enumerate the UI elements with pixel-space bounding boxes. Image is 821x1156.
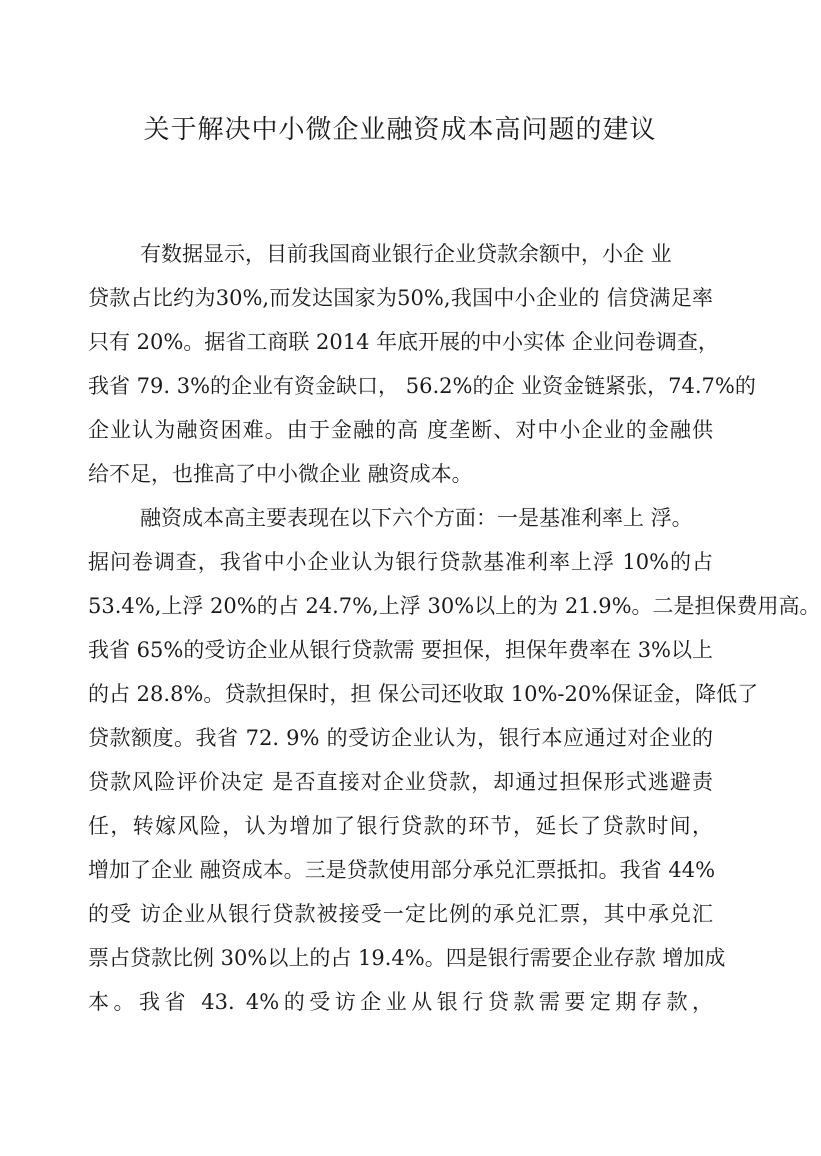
paragraph-2-line-4: 我省 65%的受访企业从银行贷款需 要担保，担保年费率在 3%以上 bbox=[88, 638, 714, 662]
paragraph-2-line-10: 的受 访企业从银行贷款被接受一定比例的承兑汇票，其中承兑汇 bbox=[88, 902, 713, 926]
paragraph-2-line-9: 增加了企业 融资成本。三是贷款使用部分承兑汇票抵扣。我省 44% bbox=[88, 858, 716, 882]
paragraph-2-line-8: 任，转嫁风险，认为增加了银行贷款的环节，延长了贷款时间， bbox=[88, 814, 713, 838]
paragraph-1-line-3: 只有 20%。据省工商联 2014 年底开展的中小实体 企业问卷调查， bbox=[88, 330, 719, 354]
document-body bbox=[88, 232, 821, 1024]
paragraph-2-line-11: 票占贷款比例 30%以上的占 19.4%。四是银行需要企业存款 增加成 bbox=[88, 946, 726, 970]
paragraph-1-line-5: 企业认为融资困难。由于金融的高 度垄断、对中小企业的金融供 bbox=[88, 418, 713, 442]
paragraph-2-line-1: 融资成本高主要表现在以下六个方面：一是基准利率上 浮。 bbox=[140, 506, 693, 530]
paragraph-2-line-3: 53.4%,上浮 20%的占 24.7%,上浮 30%以上的为 21.9%。二是担保费用高。 bbox=[88, 594, 821, 618]
paragraph-2-line-7: 贷款风险评价决定 是否直接对企业贷款，却通过担保形式逃避责 bbox=[88, 770, 713, 794]
paragraph-2-line-2: 据问卷调查，我省中小企业认为银行贷款基准利率上浮 10%的占 bbox=[88, 550, 713, 574]
document-title: 关于解决中小微企业融资成本高问题的建议 bbox=[143, 115, 657, 145]
paragraph-2-line-6: 贷款额度。我省 72. 9% 的受访企业认为，银行本应通过对企业的 bbox=[88, 726, 713, 750]
paragraph-1-line-2: 贷款占比约为30%,而发达国家为50%,我国中小企业的 信贷满足率 bbox=[88, 286, 713, 310]
paragraph-1-line-1: 有数据显示，目前我国商业银行企业贷款余额中，小企 业 bbox=[140, 242, 672, 266]
paragraph-2-line-12: 本。我省 43. 4%的受访企业从银行贷款需要定期存款， bbox=[88, 990, 713, 1014]
paragraph-1-line-4: 我省 79. 3%的企业有资金缺口， 56.2%的企 业资金链紧张，74.7%的 bbox=[88, 374, 756, 398]
paragraph-1-line-6: 给不足，也推高了中小微企业 融资成本。 bbox=[88, 462, 473, 486]
paragraph-2-line-5: 的占 28.8%。贷款担保时，担 保公司还收取 10%-20%保证金，降低了 bbox=[88, 682, 759, 706]
